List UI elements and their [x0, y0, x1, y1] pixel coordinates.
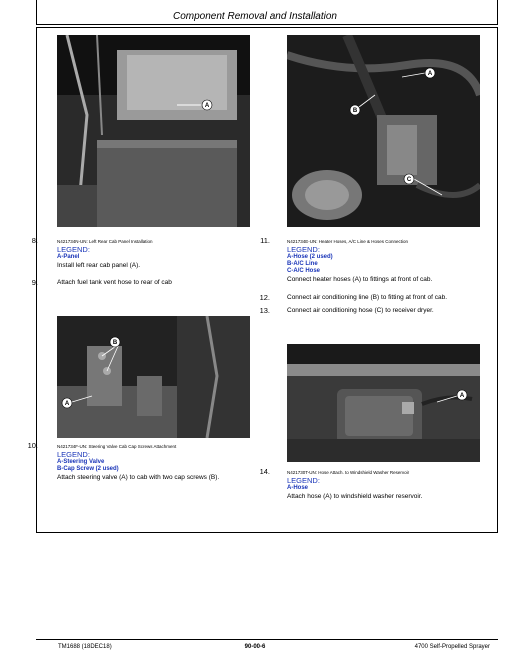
step-11-legend-item: B-A/C Line [287, 261, 318, 267]
step-8-text: Install left rear cab panel (A). [57, 262, 141, 269]
step-10-caption: N421734F-UN: Steering Valve Cab Cap Screws Attachment [57, 444, 177, 449]
step-10-legend-title: LEGEND: [57, 450, 90, 459]
photo-steering-valve [57, 316, 250, 438]
footer-rule [36, 639, 498, 640]
step-8-number: 8. [31, 236, 38, 245]
step-13-text: Connect air conditioning hose (C) to receiver dryer. [287, 307, 434, 314]
right-margin-rule [497, 0, 498, 25]
left-margin-rule [36, 0, 37, 25]
step-12-number: 12. [259, 293, 270, 302]
callout-label: C [406, 177, 412, 183]
step-11-caption: N421734E-UN: Heater Hoses, A/C Line & Hoses Connection [287, 239, 409, 244]
step-11-legend-item: C-A/C Hose [287, 268, 321, 274]
photo-heater-hoses [287, 35, 480, 227]
step-8-legend-item: A-Panel [57, 254, 80, 260]
callout-label: B [352, 108, 358, 114]
step-8-caption: N421734N-UN: Left Rear Cab Panel Installation [57, 239, 153, 244]
step-10-legend-item: A-Steering Valve [57, 459, 105, 465]
footer-page-number: 90-00-6 [244, 644, 266, 650]
step-8-legend-title: LEGEND: [57, 245, 90, 254]
step-11-legend-title: LEGEND: [287, 245, 320, 254]
photo-washer-reservoir [287, 344, 480, 462]
step-11-number: 11. [260, 236, 270, 245]
photo-left-rear-cab-panel [57, 35, 250, 227]
step-9-number: 9. [31, 278, 38, 287]
callout-label: A [64, 401, 70, 407]
step-11-legend-item: A-Hose (2 used) [287, 254, 333, 260]
step-12-text: Connect air conditioning line (B) to fitting at front of cab. [287, 294, 448, 301]
step-11-text: Connect heater hoses (A) to fittings at front of cab. [287, 276, 433, 283]
step-14-text: Attach hose (A) to windshield washer reservoir. [287, 493, 423, 500]
callout-label: A [204, 103, 210, 109]
step-10-text: Attach steering valve (A) to cab with two cap screws (B). [57, 474, 220, 481]
step-13-number: 13. [259, 306, 270, 315]
step-10-number: 10. [27, 441, 38, 450]
step-14-legend-title: LEGEND: [287, 476, 320, 485]
step-10-legend-item: B-Cap Screw (2 used) [57, 466, 119, 472]
callout-label: A [459, 393, 465, 399]
step-14-number: 14. [259, 467, 270, 476]
footer-product-name: 4700 Self-Propelled Sprayer [414, 644, 490, 650]
page-title: Component Removal and Installation [173, 11, 337, 22]
footer-doc-id: TM1688 (18DEC18) [58, 644, 112, 650]
callout-label: A [427, 71, 433, 77]
step-14-legend-item: A-Hose [287, 485, 309, 491]
header-rule [36, 24, 498, 25]
callout-label: B [112, 340, 118, 346]
step-9-text: Attach fuel tank vent hose to rear of cab [57, 279, 172, 286]
step-14-caption: N421730T-UN: Hose Attach. to Windshield Washer Reservoir [287, 470, 410, 475]
